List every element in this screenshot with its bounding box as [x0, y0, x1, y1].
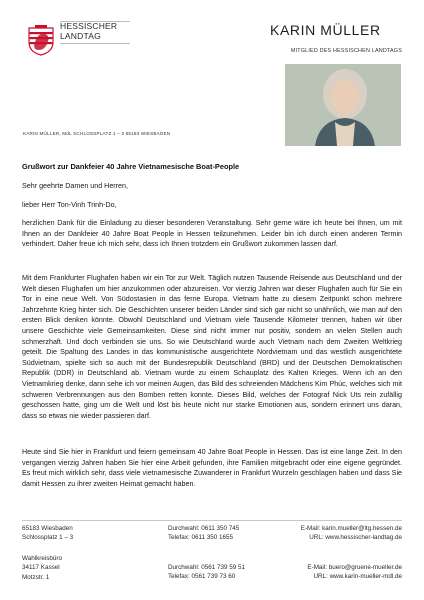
footer-wiesbaden-phone: [168, 524, 239, 543]
landtag-logo: [26, 10, 196, 70]
footer-kassel-address: [22, 554, 62, 582]
footer-kassel-office: Wahlkreisbüro: [22, 555, 63, 562]
logo-text: [60, 22, 117, 41]
author-name: KARIN MÜLLER: [270, 22, 381, 38]
logo-line2: LANDTAG: [60, 30, 101, 41]
footer-wiesbaden-city: 65183 Wiesbaden: [22, 525, 73, 532]
footer-wiesbaden-phone-text: Durchwahl: 0611 350 745: [168, 525, 240, 532]
footer-kassel-fax: Telefax: 0561 739 73 60: [168, 573, 236, 581]
hessen-lion-icon: [26, 24, 56, 56]
letter-subject: Grußwort zur Dankfeier 40 Jahre Vietnamesische Boat-People: [22, 162, 240, 171]
portrait-image: [285, 64, 401, 146]
paragraph-history: Mit dem Frankfurter Flughafen haben wir ein Tor zur Welt. Täglich nutzen Tausende Reisende aus Deutschland und der Welt diesen Flughafen um hier anzukommen oder abzureisen. Vor vierzig Jahren war dieser Flughafen auch für Sie ein Tor in eine neue Welt. Von Südostasien in das ferne Europa. Vietnam hatte zu diesem Zeitpunkt schon mehrere Jahrzehnte Krieg hinter sich. Die Geschichten unserer beiden Länder sind sich gar nicht so unähnlich, wie man auf den ersten Blick denken könnte. Obwohl Deutschland und Vietnam viele Tausende Kilometer trennen, haben wir über unsere Geschichte viele Gemeinsamkeiten. Diese sind nicht immer nur positiv, sondern an vielen Stellen auch schmerzhaft. Und doch verbinden sie uns. So wie Deutschland wurde auch Vietnam nach dem Zweiten Weltkrieg geteilt. Die Spaltung des Landes in das kommunistische ausgerichtete Nordvietnam und das westlich ausgerichtete Südvietnam, spielte sich so auch mit der Bundesrepublik Deutschland (BRD) und der Deutschen Demokratischen Republik (DDR) in Deutschland ab. Vietnam wurde zu einem Schauplatz des Kalten Krieges. Wenn ich an den Vietnamkrieg denke, dann sehe ich vor meinen Augen, das Bild des schreienden Mädchens Kim Phúc, welches sich mit schweren Verbrennungen aus den Bomben retten konnte. Dieses Bild, welches der Fotograf Nick Uts rein zufällig geschossen hatte, ging um die Welt und löst bis heute nicht nur starke Emotionen aus, sondern erinnert uns daran, dass so etwas nie wieder passieren darf.: [22, 274, 402, 420]
footer-kassel-phone-text: Durchwahl: 0561 739 59 51: [168, 564, 246, 571]
portrait-photo: [285, 64, 401, 146]
footer-wiesbaden-street: Schlossplatz 1 – 3: [22, 534, 74, 542]
footer-wiesbaden-email[interactable]: E-Mail: karin.mueller@ltg.hessen.de: [300, 525, 402, 532]
footer-kassel-url[interactable]: URL: www.karin-mueller-mdl.de: [313, 573, 402, 581]
logo-divider-bottom: [60, 43, 130, 44]
paragraph-closing: Heute sind Sie hier in Frankfurt und feiern gemeinsam 40 Jahre Boat People in Hessen. Das ist eine lange Zeit. In den vergangen vierzig Jahren haben Sie hier eine Arbeit gefunden, ihre Familien mitgebracht oder eine eigene gegründet. Es freut mich wirklich sehr, dass viele vietnamesische Zuwanderer in Frankfurt Wurzeln geschlagen haben und dass Sie damit Hessen zu ihrer zweiten Heimat gemacht haben.: [22, 448, 402, 488]
salutation-personal: lieber Herr Ton-Vinh Trinh-Do,: [22, 201, 117, 209]
footer-kassel-city: 34117 Kassel: [22, 564, 60, 572]
sender-line: KARIN MÜLLER, MdL SCHLOSSPLATZ 1 – 3 65183 WIESBADEN: [23, 131, 171, 136]
footer-divider: [22, 520, 402, 521]
footer-wiesbaden-address: [22, 524, 73, 543]
paragraph-intro: herzlichen Dank für die Einladung zu dieser besonderen Veranstaltung. Sehr gerne wäre ich heute bei Ihnen, um mit Ihnen an der Dankfeier 40 Jahre Boat People in Hessen teilzunehmen. Leider bin ich durch einen anderen Termin verhindert. Daher freue ich mich sehr, dass ich Ihnen trotzdem ein Grußwort zukommen lassen darf.: [22, 219, 402, 249]
footer-kassel-phone: [168, 563, 245, 582]
footer-kassel-street: Motzstr. 1: [22, 573, 50, 581]
footer-kassel-email[interactable]: E-Mail: buero@gruene-mueller.de: [307, 564, 402, 571]
logo-line1: HESSISCHER: [60, 21, 118, 31]
footer-wiesbaden-url[interactable]: URL: www.hessischer-landtag.de: [309, 534, 402, 542]
footer-wiesbaden-contact: [262, 524, 402, 543]
footer-wiesbaden-fax: Telefax: 0611 350 1655: [168, 534, 234, 542]
salutation-general: Sehr geehrte Damen und Herren,: [22, 182, 128, 190]
footer-kassel-contact: [262, 563, 402, 582]
author-subtitle: MITGLIED DES HESSISCHEN LANDTAGS: [290, 48, 402, 54]
